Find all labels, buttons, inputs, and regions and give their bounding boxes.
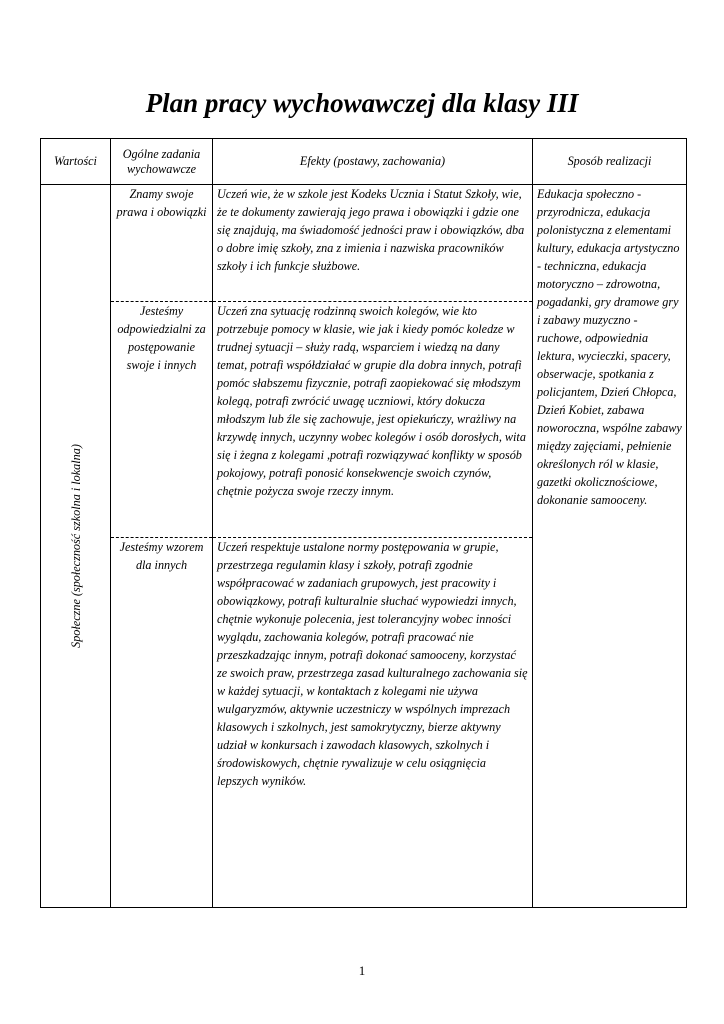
task-cell: Jesteśmy odpowiedzialni za postępowanie swoje i innych bbox=[111, 302, 213, 538]
header-effects: Efekty (postawy, zachowania) bbox=[213, 139, 533, 185]
task-cell: Jesteśmy wzorem dla innych bbox=[111, 538, 213, 908]
effect-cell: Uczeń zna sytuację rodzinną swoich kolegów, wie kto potrzebuje pomocy w klasie, wie jak i kiedy pomóc koledze w trudnej sytuacji – służy radą, wsparciem i wiedzą na dany temat, potrafi współdziałać w grupie dla dobra innych, potrafi pomóc słabszemu fizycznie, potrafi zaopiekować się młodszym kolegą, potrafi zwrócić uwagę uczniowi, który dokucza młodszym lub źle się zachowuje, jest opiekuńczy, wrażliwy na krzywdę innych, uczynny wobec kolegów i osób dorosłych, wita się i żegna z kolegami ,potrafi rozwiązywać konflikty w sposób pokojowy, potrafi ponosić konsekwencje swoich czynów, chętnie pożycza swoje rzeczy innym. bbox=[213, 302, 533, 538]
value-label: Społeczne (społeczność szkolna i lokalna) bbox=[68, 444, 83, 648]
plan-table bbox=[40, 138, 687, 908]
value-cell bbox=[41, 185, 111, 908]
table-row bbox=[41, 185, 687, 302]
page-title: Plan pracy wychowawczej dla klasy III bbox=[145, 88, 579, 118]
task-cell: Znamy swoje prawa i obowiązki bbox=[111, 185, 213, 302]
header-tasks: Ogólne zadania wychowawcze bbox=[111, 139, 213, 185]
page-number: 1 bbox=[358, 963, 366, 978]
header-values: Wartości bbox=[41, 139, 111, 185]
header-row bbox=[41, 139, 687, 185]
effect-cell: Uczeń respektuje ustalone normy postępowania w grupie, przestrzega regulamin klasy i szkoły, potrafi zgodnie współpracować w zadaniach grupowych, jest pracowity i obowiązkowy, potrafi kulturalnie słuchać wypowiedzi innych, chętnie wykonuje polecenia, jest tolerancyjny wobec inności wyglądu, zachowania kolegów, potrafi pracować nie przeszkadzając innym, potrafi dokonać samooceny, korzystać ze swoich praw, przestrzega zasad kulturalnego zachowania się w każdej sytuacji, w kontaktach z kolegami nie używa wulgaryzmów, aktywnie uczestniczy w wspólnych imprezach klasowych i szkolnych, jest samokrytyczny, bierze aktywny udział w konkursach i zawodach klasowych, szkolnych i środowiskowych, chętnie rywalizuje w celu osiągnięcia lepszych wyników. bbox=[213, 538, 533, 908]
effect-cell: Uczeń wie, że w szkole jest Kodeks Ucznia i Statut Szkoły, wie, że te dokumenty zawierają jego prawa i obowiązki i gdzie one się znajdują, ma świadomość jedności praw i obowiązków, dba o dobre imię szkoły, zna z imienia i nazwiska pracowników szkoły i ich funkcje służbowe. bbox=[213, 185, 533, 302]
header-methods: Sposób realizacji bbox=[533, 139, 687, 185]
methods-cell: Edukacja społeczno - przyrodnicza, edukacja polonistyczna z elementami kultury, edukacja artystyczno - techniczna, edukacja motoryczno – zdrowotna, pogadanki, gry dramowe gry i zabawy muzyczno - ruchowe, odpowiednia lektura, wycieczki, spacery, obserwacje, spotkania z policjantem, Dzień Chłopca, Dzień Kobiet, zabawa noworoczna, wspólne zabawy między zajęciami, pełnienie określonych ról w klasie, gazetki okolicznościowe, dokonanie samooceny. bbox=[533, 185, 687, 908]
